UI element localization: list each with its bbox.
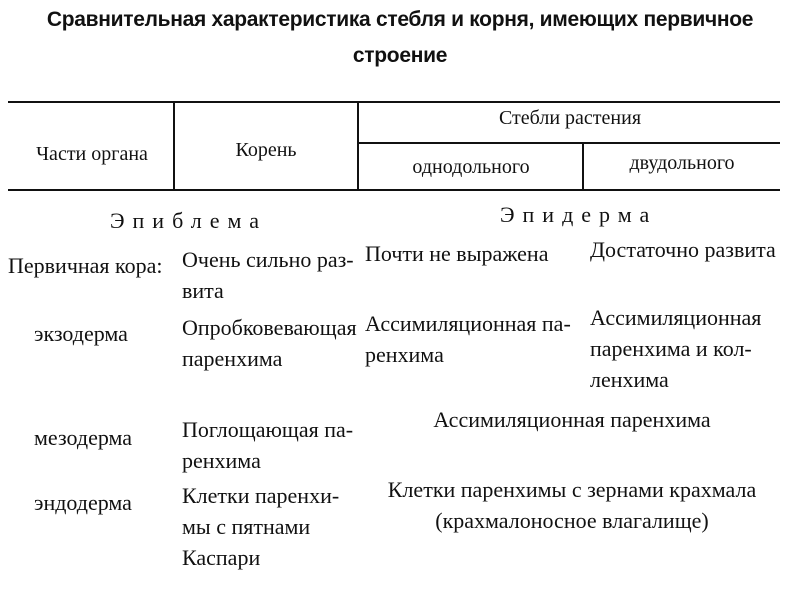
row-part-mesodermis: мезодерма bbox=[34, 425, 133, 450]
table-top-rule bbox=[8, 101, 780, 103]
row-monocot-exodermis: Ассимиляционная па- ренхима bbox=[365, 311, 571, 367]
row-root-primary-cortex: Очень сильно раз- вита bbox=[182, 247, 354, 303]
cover-root: Эпиблема bbox=[110, 208, 267, 233]
header-root: Корень bbox=[235, 139, 297, 161]
row-monocot-primary-cortex: Почти не выражена bbox=[365, 241, 549, 266]
header-monocot: однодольного bbox=[412, 156, 530, 178]
table-header-bottom-rule bbox=[8, 189, 780, 191]
row-part-exodermis: экзодерма bbox=[34, 321, 128, 346]
row-root-exodermis: Опробковевающая паренхима bbox=[182, 315, 357, 371]
column-divider-parts-root bbox=[173, 102, 175, 190]
row-part-primary-cortex: Первичная кора: bbox=[8, 253, 163, 278]
row-root-endodermis: Клетки паренхи- мы с пятнами Каспари bbox=[182, 483, 340, 570]
header-dicot: двудольного bbox=[629, 152, 735, 174]
row-stems-endodermis: Клетки паренхимы с зернами крахмала (крахмалоносное влагалище) bbox=[387, 477, 757, 533]
table-title-line-2: строение bbox=[352, 44, 448, 67]
table-title-line-1: Сравнительная характеристика стебля и корня, имеющих первичное bbox=[46, 8, 754, 31]
column-divider-root-stems bbox=[357, 102, 359, 190]
row-dicot-primary-cortex: Достаточно развита bbox=[590, 237, 776, 262]
row-root-mesodermis: Поглощающая па- ренхима bbox=[182, 417, 354, 473]
cover-stem: Эпидерма bbox=[500, 202, 658, 227]
stems-subheader-rule bbox=[358, 142, 780, 144]
row-stems-mesodermis: Ассимиляционная паренхима bbox=[433, 407, 711, 432]
row-dicot-exodermis: Ассимиляционная паренхима и кол- ленхима bbox=[590, 305, 762, 392]
header-stems: Стебли растения bbox=[498, 107, 642, 129]
row-part-endodermis: эндодерма bbox=[34, 490, 132, 515]
header-parts: Части органа bbox=[36, 143, 148, 165]
